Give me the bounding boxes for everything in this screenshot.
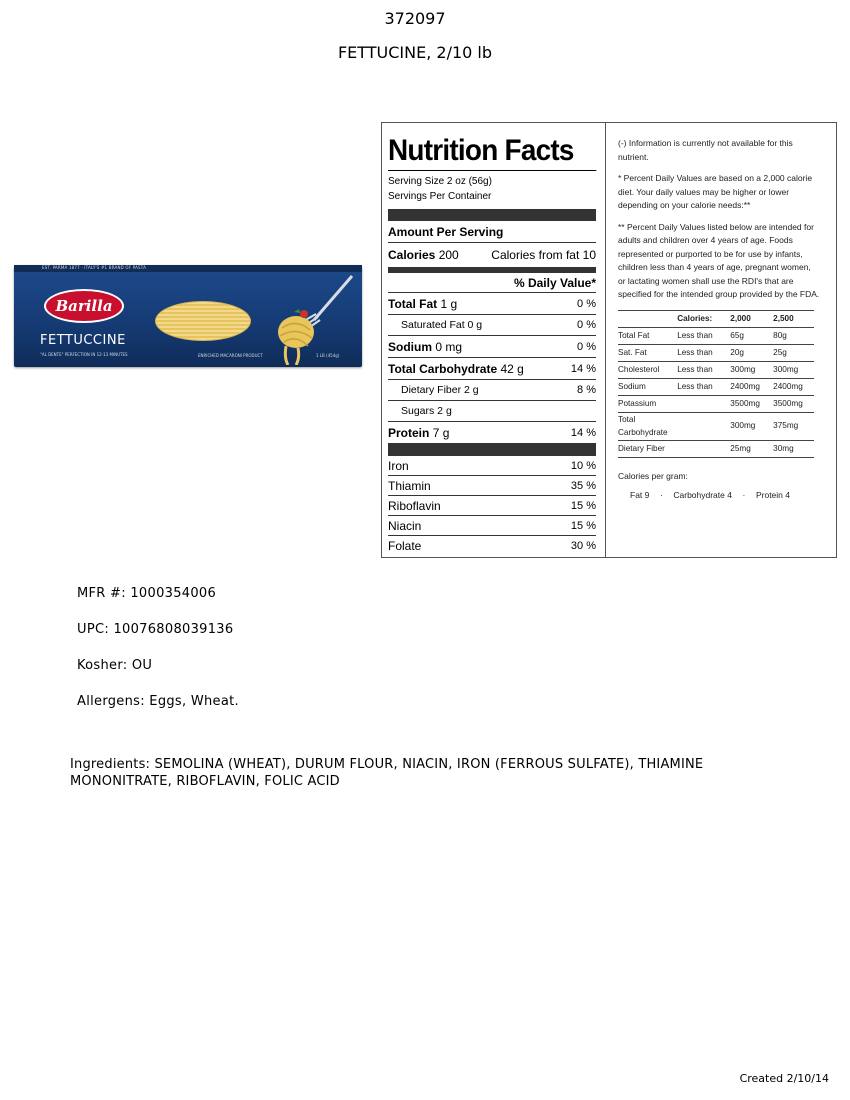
nutrient-label <box>401 384 479 396</box>
daily-value-header-row <box>388 273 596 293</box>
calories-from-fat: Calories from fat 10 <box>491 248 596 262</box>
calories-row <box>388 243 596 268</box>
nutrient-percent: 0 % <box>577 340 596 353</box>
dv-cell: Total Fat <box>618 327 677 344</box>
servings-per-container: Servings Per Container <box>388 191 492 202</box>
product-box-image <box>14 265 362 367</box>
dv-cell: Sat. Fat <box>618 344 677 361</box>
nutrient-label <box>388 426 449 440</box>
cpg-protein: Protein 4 <box>755 490 790 500</box>
dv-cell: 20g <box>730 344 773 361</box>
vitamin-name: Thiamin <box>388 478 431 493</box>
dv-cell: 80g <box>773 327 814 344</box>
cpg-separator: · <box>742 490 746 500</box>
vitamin-row <box>388 456 596 476</box>
dv-cell: Less than <box>677 327 730 344</box>
nutrient-percent: 14 % <box>570 362 596 375</box>
nutrient-name: Protein <box>388 425 430 440</box>
upc-code: UPC: 10076808039136 <box>77 622 234 637</box>
nutrient-label <box>401 319 482 331</box>
nutrient-percent: 0 % <box>577 319 596 331</box>
dv-cell: 300mg <box>773 361 814 378</box>
dv-cell <box>677 412 730 440</box>
ingredients-text: Ingredients: SEMOLINA (WHEAT), DURUM FLOUR, NIACIN, IRON (FERROUS SULFATE), THIAMINE MONONITRATE, RIBOFLAVIN, FOLIC ACID <box>70 757 704 789</box>
footnote: ** Percent Daily Values listed below are intended for adults and children over 4 years of age. Foods represented or purported to be for use by infants, children less than 4 years of age, pregnant women, or lactating women shall use the RDI's that are specified for the intended group provided by the FDA. <box>618 221 820 299</box>
amount-per-serving <box>388 221 596 243</box>
nutrition-footnotes <box>618 137 820 503</box>
dv-row <box>618 327 814 344</box>
vitamin-percent: 15 % <box>570 519 596 532</box>
dv-cell: 2400mg <box>730 378 773 395</box>
dv-cell: Less than <box>677 344 730 361</box>
box-tagline: EST. PARMA 1877 · ITALY'S #1 BRAND OF PASTA <box>42 265 147 270</box>
allergens-info: Allergens: Eggs, Wheat. <box>77 694 239 709</box>
product-title: FETTUCINE, 2/10 lb <box>337 43 493 62</box>
dv-cell: 25mg <box>730 440 773 457</box>
dv-header-cell: Calories: <box>677 310 730 327</box>
dv-cell: 300mg <box>730 412 773 440</box>
nutrient-row <box>388 401 596 422</box>
cpg-separator: · <box>659 490 663 500</box>
box-enriched-label: ENRICHED MACARONI PRODUCT <box>198 353 263 358</box>
dv-cell: Potassium <box>618 395 677 412</box>
vitamin-row <box>388 536 596 556</box>
nutrient-label <box>401 405 452 417</box>
thick-divider <box>388 209 596 221</box>
footnotes <box>618 137 820 302</box>
dv-cell: 3500mg <box>730 395 773 412</box>
nutrition-facts-panel <box>381 122 837 558</box>
vitamin-rows <box>388 456 596 556</box>
dv-cell: 25g <box>773 344 814 361</box>
vitamin-row <box>388 476 596 496</box>
calories-label: Calories <box>388 248 436 262</box>
dv-row <box>618 412 814 440</box>
dv-cell <box>677 440 730 457</box>
nutrient-row <box>388 315 596 336</box>
vitamin-name: Iron <box>388 458 409 473</box>
serving-size: Serving Size 2 oz (56g) <box>388 176 492 187</box>
dv-cell: 375mg <box>773 412 814 440</box>
nutrient-row <box>388 336 596 358</box>
dv-row <box>618 440 814 457</box>
dv-header-cell <box>618 310 677 327</box>
box-subline: "AL DENTE" PERFECTION IN 12-13 MINUTES <box>40 352 128 357</box>
pasta-window-image <box>155 301 251 341</box>
dv-row <box>618 395 814 412</box>
nutrient-percent: 8 % <box>577 384 596 396</box>
thick-divider-2 <box>388 444 596 456</box>
fork-pasta-image <box>264 270 354 365</box>
nutrient-amount: 7 g <box>432 425 450 440</box>
vitamin-percent: 10 % <box>570 459 596 472</box>
dv-row <box>618 378 814 395</box>
dv-cell: Total Carbohydrate <box>618 412 677 440</box>
nutrient-rows <box>388 293 596 444</box>
vitamin-percent: 35 % <box>570 479 596 492</box>
dv-cell: 2400mg <box>773 378 814 395</box>
brand-logo-text: Barilla <box>55 297 113 315</box>
amount-per-serving-label: Amount Per Serving <box>388 224 504 239</box>
dv-row <box>618 344 814 361</box>
vitamin-name: Niacin <box>388 518 422 533</box>
nutrient-name: Sugars 2 g <box>401 405 452 417</box>
dv-cell: Dietary Fiber <box>618 440 677 457</box>
nutrient-name: Sodium <box>388 339 432 354</box>
nutrition-facts-title: Nutrition Facts <box>388 133 596 171</box>
dv-cell: 3500mg <box>773 395 814 412</box>
created-date: Created 2/10/14 <box>739 1072 829 1085</box>
nutrient-label <box>388 340 462 354</box>
daily-value-header: % Daily Value* <box>513 275 596 290</box>
dv-cell: 300mg <box>730 361 773 378</box>
vitamin-row <box>388 516 596 536</box>
dv-row <box>618 361 814 378</box>
calories-value: 200 <box>438 248 459 262</box>
panel-divider <box>605 123 606 557</box>
nutrient-row <box>388 380 596 401</box>
mfr-number: MFR #: 1000354006 <box>77 586 217 601</box>
dv-header-cell: 2,000 <box>730 310 773 327</box>
calories-per-gram-title: Calories per gram: <box>618 470 688 481</box>
nutrient-percent: 0 % <box>577 297 596 310</box>
nutrient-label <box>388 362 524 376</box>
vitamin-percent: 15 % <box>570 499 596 512</box>
nutrient-row <box>388 358 596 380</box>
vitamin-percent: 30 % <box>570 540 596 552</box>
dv-table-header <box>618 310 814 327</box>
footnote: (-) Information is currently not available for this nutrient. <box>618 138 793 162</box>
daily-values-table <box>618 310 814 458</box>
nutrient-row <box>388 293 596 315</box>
dv-cell: Less than <box>677 378 730 395</box>
nutrient-name: Total Fat <box>388 296 438 311</box>
kosher-info: Kosher: OU <box>77 658 153 673</box>
footnote: * Percent Daily Values are based on a 2,000 calorie diet. Your daily values may be higher or lower depending on your calorie needs:** <box>618 173 813 210</box>
nutrition-facts-label <box>388 123 596 556</box>
dv-cell: Cholesterol <box>618 361 677 378</box>
vitamin-row <box>388 496 596 516</box>
nutrient-amount: 1 g <box>440 296 458 311</box>
box-weight-label: 1 LB (454g) <box>316 353 340 358</box>
dv-cell: 65g <box>730 327 773 344</box>
calories-per-gram-values <box>618 489 820 503</box>
nutrient-amount: 0 mg <box>435 339 463 354</box>
nutrient-label <box>388 297 457 311</box>
nutrient-row <box>388 422 596 444</box>
cpg-fat: Fat 9 <box>630 490 650 500</box>
nutrient-name: Dietary Fiber 2 g <box>401 384 479 396</box>
product-code: 372097 <box>384 9 446 28</box>
vitamin-name: Folate <box>388 539 422 553</box>
nutrient-amount: 42 g <box>500 361 524 376</box>
dv-cell: Less than <box>677 361 730 378</box>
dv-cell: Sodium <box>618 378 677 395</box>
dv-cell <box>677 395 730 412</box>
dv-cell: 30mg <box>773 440 814 457</box>
nutrient-name: Saturated Fat 0 g <box>401 319 483 331</box>
barilla-logo <box>44 289 124 323</box>
vitamin-name: Riboflavin <box>388 498 441 513</box>
dv-table-body <box>618 327 814 457</box>
nutrient-percent: 14 % <box>570 426 596 439</box>
cpg-carb: Carbohydrate 4 <box>673 490 732 500</box>
box-product-name: FETTUCCINE <box>40 333 126 348</box>
dv-header-cell: 2,500 <box>773 310 814 327</box>
nutrient-name: Total Carbohydrate <box>388 361 498 376</box>
